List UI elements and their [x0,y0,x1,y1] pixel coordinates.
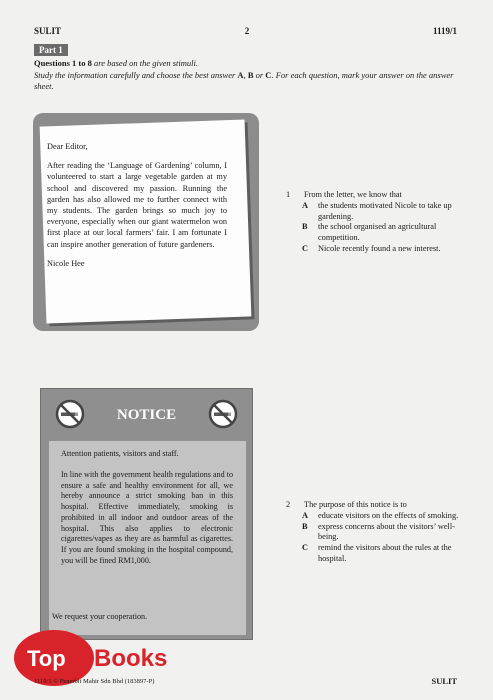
notice-text [61,449,233,575]
option-text: the school organised an agricultural competition. [318,222,437,243]
question-1-option-c[interactable] [302,244,471,255]
no-smoking-icon [208,399,238,429]
question-2-text: The purpose of this notice is to [304,500,407,509]
option-text: remind the visitors about the rules at the hospital. [318,543,452,563]
question-1-stem [286,190,471,201]
question-1-text: From the letter, we know that [304,190,402,199]
question-2-option-c[interactable] [302,543,471,565]
page-number: 2 [244,26,250,36]
question-2-option-a[interactable] [302,511,471,522]
page-header [34,26,457,36]
option-letter: C [302,543,308,553]
question-2-stem [286,500,471,511]
letter-text [47,141,227,277]
instruction-heading [34,58,198,68]
notice-title: NOTICE [116,407,177,423]
option-text: the students motivated Nicole to take up gardening. [318,200,452,221]
option-letter: B [302,521,308,531]
option-text: Nicole recently found a new interest. [318,243,441,253]
header-classification: SULIT [34,26,62,36]
question-1-option-b[interactable] [302,222,471,244]
question-1-option-a[interactable] [302,201,471,223]
instruction-opt-a: A [237,70,244,80]
instruction-text [34,70,464,92]
letter-greeting: Dear Editor, [47,142,88,151]
instruction-opt-c: C [265,70,272,80]
question-1-number: 1 [286,190,291,199]
part-label: Part 1 [34,44,68,56]
instruction-suffix: are based on the given stimuli. [91,58,199,68]
letter-signature: Nicole Hee [47,258,85,268]
option-letter: B [302,222,308,232]
notice-greeting: Attention patients, visitors and staff. [61,449,179,458]
question-2-number: 2 [286,500,291,509]
instruction-opt-b: B [247,70,254,80]
notice-stimulus [40,388,253,640]
option-letter: A [302,200,308,210]
question-2-option-b[interactable] [302,522,471,544]
paper-code: 1119/1 [432,26,457,36]
instruction-part-2: . For each question, mark your answer on the answer sheet. [34,70,454,92]
logo-text-top: Top [27,646,66,671]
footer-publisher: 1119/1 © Penerbit Mahir Sdn Bhd (183897-P) [34,677,155,685]
option-text: educate visitors on the effects of smoking. [318,510,459,520]
letter-stimulus [33,113,259,331]
footer-classification: SULIT [431,676,457,686]
question-2 [286,500,471,565]
page-footer [34,676,457,686]
notice-body: In line with the government health regulations and to ensure a safe and healthy environment for all, we hereby announce a strict smoking ban in this hospital. Effective immediately, smoking is prohibited in all indoor and outdoor areas of the hospital. This also applies to electronic cigarettes/vapes as they are as harmful as cigarettes. If you are found smoking in the hospital compound, you will be fined RM1,000. [61,469,233,565]
option-letter: A [302,510,308,520]
instruction-sep-2: or [253,70,266,80]
option-text: express concerns about the visitors’ well-being. [318,521,455,542]
instruction-sep-1: , [243,70,248,80]
notice-panel [49,441,246,635]
question-1 [286,190,471,255]
option-letter: C [302,243,308,253]
logo-text-books: Books [94,645,168,672]
notice-closing: We request your cooperation. [52,612,148,621]
instruction-questions: Questions 1 to 8 [34,58,92,68]
instruction-part-1: Study the information carefully and choose the best answer [34,70,238,80]
notice-header [41,395,252,431]
letter-body: After reading the ‘Language of Gardening’ column, I volunteered to start a large vegetable garden at my school and discovered my passion. Running the garden has also allowed me to further connect with my students. The garden brings so much joy to everyone, especially when our giant watermelon won first place at our local farmers’ fair. I am fortunate I can inspire another generation of future gardeners. [47,161,227,249]
